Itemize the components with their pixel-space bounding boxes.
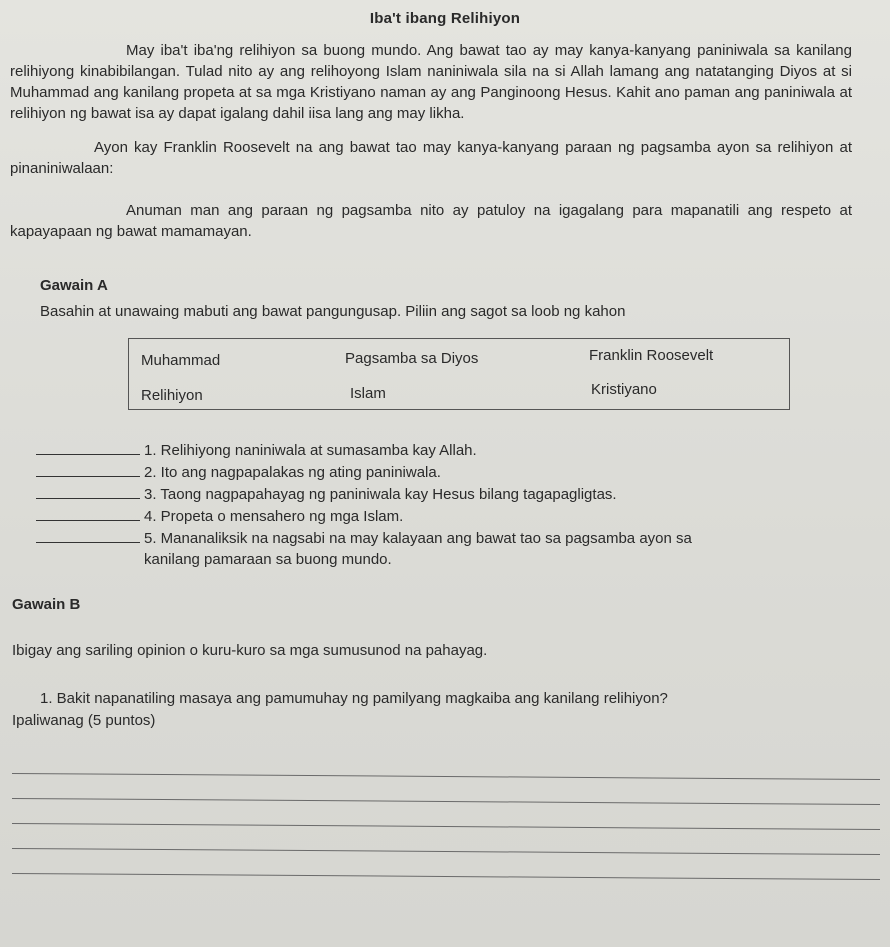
word-bank-item: Franklin Roosevelt (589, 347, 714, 364)
answer-blank-5[interactable] (36, 542, 140, 543)
word-bank-item: Kristiyano (591, 381, 657, 398)
points-note: Ipaliwanag (5 puntos) (12, 712, 156, 729)
question-item-2: 2. Ito ang nagpapalakas ng ating paniniwala. (36, 464, 441, 481)
intro-paragraph-1: May iba't iba'ng relihiyon sa buong mundo. Ang bawat tao ay may kanya-kanyang paniniwala sa kanilang relihiyong kinabibilangan. Tulad nito ay ang relihoyong Islam naniniwala sila na si Allah lamang ang natatanging Diyos at si Muhammad ang kanilang propeta at sa mga Kristiyano naman ay ang Panginoong Hesus. Kahit ano paman ang paniniwala at relihiyon ng bawat isa ay dapat igalang dahil iisa lang ang may likha. (10, 42, 852, 122)
answer-blank-4[interactable] (36, 520, 140, 521)
word-bank-item: Islam (350, 385, 386, 402)
answer-blank-2[interactable] (36, 476, 140, 477)
question-item-4: 4. Propeta o mensahero ng mga Islam. (36, 508, 403, 525)
intro-paragraph-3: Anuman man ang paraan ng pagsamba nito ay patuloy na igagalang para mapanatili ang respeto at kapayapaan ng bawat mamamayan. (10, 202, 852, 240)
answer-line[interactable] (12, 848, 880, 855)
answer-line[interactable] (12, 798, 880, 805)
intro-paragraph-2: Ayon kay Franklin Roosevelt na ang bawat tao may kanya-kanyang paraan ng pagsamba ayon sa relihiyon at pinaniniwalaan: (10, 139, 852, 177)
word-bank-item: Muhammad (141, 352, 221, 369)
answer-blank-1[interactable] (36, 454, 140, 455)
opinion-question-1: 1. Bakit napanatiling masaya ang pamumuhay ng pamilyang magkaiba ang kanilang relihiyon? (40, 690, 668, 707)
question-item-5-continuation: kanilang pamaraan sa buong mundo. (144, 551, 392, 568)
answer-blank-3[interactable] (36, 498, 140, 499)
answer-line[interactable] (12, 823, 880, 830)
section-b-instruction: Ibigay ang sariling opinion o kuru-kuro sa mga sumusunod na pahayag. (12, 642, 488, 659)
page-title: Iba't ibang Relihiyon (369, 10, 521, 27)
question-item-3: 3. Taong nagpapahayag ng paniniwala kay Hesus bilang tagapagligtas. (36, 486, 617, 503)
answer-line[interactable] (12, 773, 880, 780)
question-item-1: 1. Relihiyong naniniwala at sumasamba kay Allah. (36, 442, 477, 459)
question-item-5: 5. Mananaliksik na nagsabi na may kalayaan ang bawat tao sa pagsamba ayon sa kanilang pamaraan sa buong mundo. (36, 530, 692, 568)
word-bank-item: Pagsamba sa Diyos (345, 350, 479, 367)
word-bank-item: Relihiyon (141, 387, 203, 404)
answer-line[interactable] (12, 873, 880, 880)
word-bank-box (128, 338, 790, 410)
section-a-instruction: Basahin at unawaing mabuti ang bawat pangungusap. Piliin ang sagot sa loob ng kahon (40, 303, 626, 320)
section-b-heading: Gawain B (12, 596, 81, 613)
section-a-heading: Gawain A (40, 277, 108, 294)
